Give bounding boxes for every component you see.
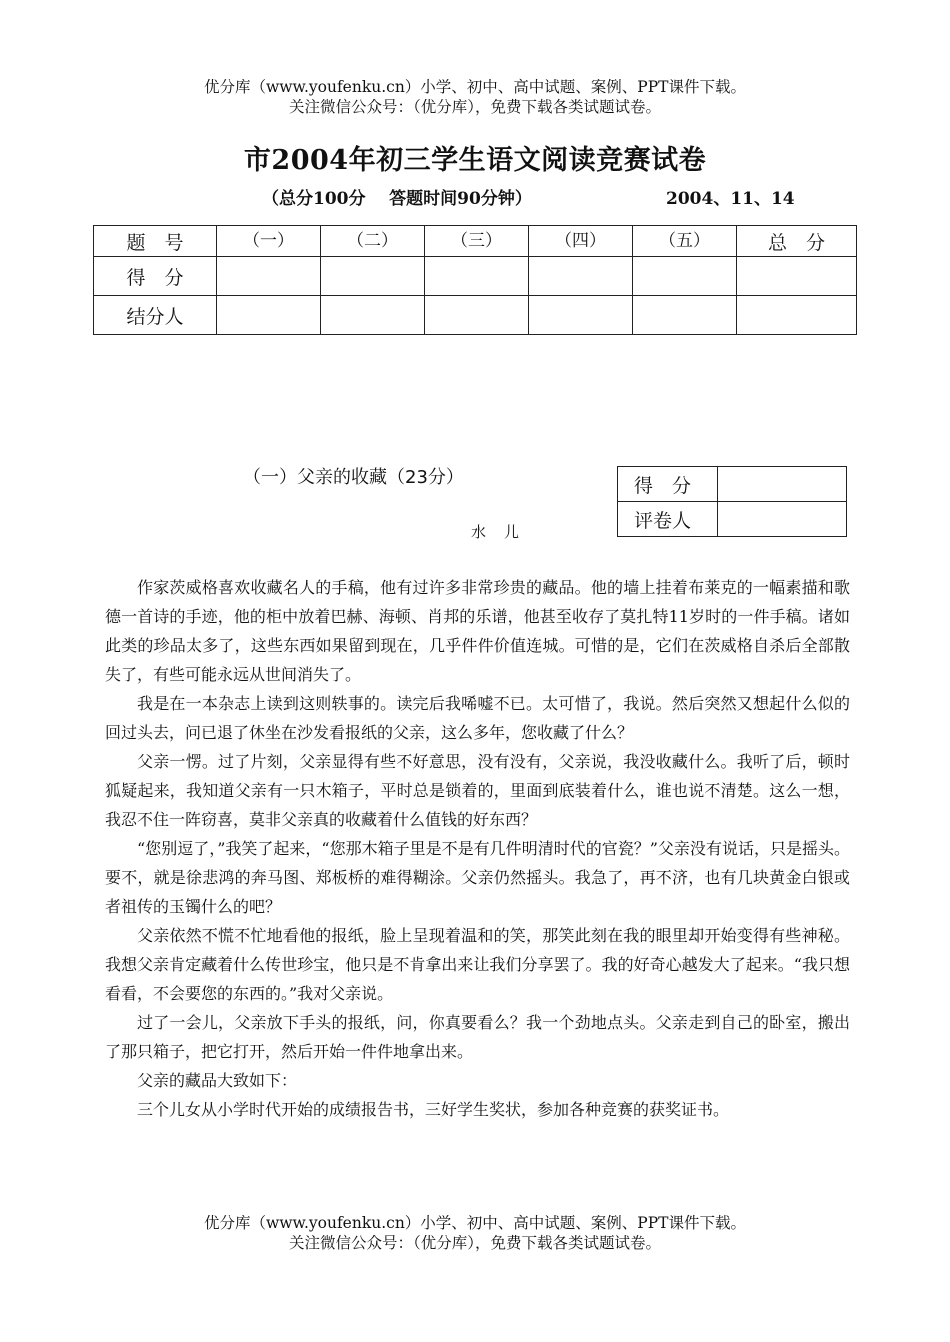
grading-label: 评卷人 bbox=[618, 502, 718, 537]
score-row-label: 得 分 bbox=[94, 257, 217, 296]
score-table-row bbox=[94, 257, 857, 296]
page-header bbox=[0, 77, 950, 117]
score-cell bbox=[633, 257, 737, 296]
score-table-header-row bbox=[94, 226, 857, 257]
grading-cell bbox=[718, 467, 847, 502]
page-footer bbox=[0, 1213, 950, 1253]
score-cell bbox=[425, 257, 529, 296]
score-header-cell: （四） bbox=[529, 226, 633, 257]
grading-label: 得 分 bbox=[618, 467, 718, 502]
score-cell bbox=[737, 257, 857, 296]
score-cell bbox=[529, 257, 633, 296]
header-line-1: 优分库（www.youfenku.cn）小学、初中、高中试题、案例、PPT课件下载。 bbox=[203, 78, 747, 96]
article-paragraph: 三个儿女从小学时代开始的成绩报告书，三好学生奖状，参加各种竞赛的获奖证书。 bbox=[137, 1100, 730, 1119]
footer-line-1: 优分库（www.youfenku.cn）小学、初中、高中试题、案例、PPT课件下载。 bbox=[203, 1214, 747, 1232]
score-cell bbox=[321, 257, 425, 296]
grading-box bbox=[617, 466, 847, 537]
article-paragraph: “您别逗了，”我笑了起来，“您那木箱子里是不是有几件明清时代的官瓷？”父亲没有说话，只是摇头。要不，就是徐悲鸿的奔马图、郑板桥的难得糊涂。父亲仍然摇头。我急了，再不济，也有几块黄金白银或者祖传的玉镯什么的吧？ bbox=[105, 839, 850, 916]
score-cell bbox=[737, 296, 857, 335]
exam-title: 市2004年初三学生语文阅读竞赛试卷 bbox=[243, 145, 707, 176]
article-body bbox=[105, 573, 850, 1124]
grading-row bbox=[618, 467, 847, 502]
score-table-row bbox=[94, 296, 857, 335]
article-paragraph: 作家茨威格喜欢收藏名人的手稿，他有过许多非常珍贵的藏品。他的墙上挂着布莱克的一幅素描和歌德一首诗的手迹，他的柜中放着巴赫、海顿、肖邦的乐谱，他甚至收存了莫扎特11岁时的一件手稿。诸如此类的珍品太多了，这些东西如果留到现在，几乎件件价值连城。可惜的是，它们在茨威格自杀后全部散失了，有些可能永远从世间消失了。 bbox=[105, 578, 850, 684]
article-paragraph: 我是在一本杂志上读到这则轶事的。读完后我唏嘘不已。太可惜了，我说。然后突然又想起什么似的回过头去，问已退了休坐在沙发看报纸的父亲，这么多年，您收藏了什么？ bbox=[105, 694, 850, 742]
score-header-cell: （三） bbox=[425, 226, 529, 257]
exam-subtitle: （总分100分 答题时间90分钟） bbox=[262, 189, 532, 209]
score-header-cell: （二） bbox=[321, 226, 425, 257]
article-paragraph: 父亲的藏品大致如下： bbox=[137, 1071, 298, 1090]
section-author: 水儿 bbox=[471, 523, 538, 541]
score-table bbox=[93, 225, 857, 335]
score-header-cell: （五） bbox=[633, 226, 737, 257]
article-paragraph: 过了一会儿，父亲放下手头的报纸，问，你真要看么？我一个劲地点头。父亲走到自己的卧室，搬出了那只箱子，把它打开，然后开始一件件地拿出来。 bbox=[105, 1013, 850, 1061]
score-header-cell: 题 号 bbox=[94, 226, 217, 257]
article-paragraph: 父亲一愣。过了片刻，父亲显得有些不好意思，没有没有，父亲说，我没收藏什么。我听了后，顿时狐疑起来，我知道父亲有一只木箱子，平时总是锁着的，里面到底装着什么，谁也说不清楚。这么一想，我忍不住一阵窃喜，莫非父亲真的收藏着什么值钱的好东西？ bbox=[105, 752, 850, 829]
exam-date: 2004、11、14 bbox=[666, 189, 795, 209]
score-cell bbox=[425, 296, 529, 335]
score-header-cell: 总 分 bbox=[737, 226, 857, 257]
grading-row bbox=[618, 502, 847, 537]
score-row-label: 结分人 bbox=[94, 296, 217, 335]
score-cell bbox=[633, 296, 737, 335]
score-header-cell: （一） bbox=[217, 226, 321, 257]
article-paragraph: 父亲依然不慌不忙地看他的报纸，脸上呈现着温和的笑，那笑此刻在我的眼里却开始变得有些神秘。我想父亲肯定藏着什么传世珍宝，他只是不肯拿出来让我们分享罢了。我的好奇心越发大了起来。“我只想看看，不会要您的东西的。”我对父亲说。 bbox=[105, 926, 850, 1003]
score-cell bbox=[529, 296, 633, 335]
score-cell bbox=[321, 296, 425, 335]
section-title: （一）父亲的收藏（23分） bbox=[243, 467, 464, 488]
grading-cell bbox=[718, 502, 847, 537]
footer-line-2: 关注微信公众号：（优分库），免费下载各类试题试卷。 bbox=[288, 1234, 661, 1252]
score-cell bbox=[217, 296, 321, 335]
header-line-2: 关注微信公众号：（优分库），免费下载各类试题试卷。 bbox=[288, 98, 661, 116]
score-cell bbox=[217, 257, 321, 296]
